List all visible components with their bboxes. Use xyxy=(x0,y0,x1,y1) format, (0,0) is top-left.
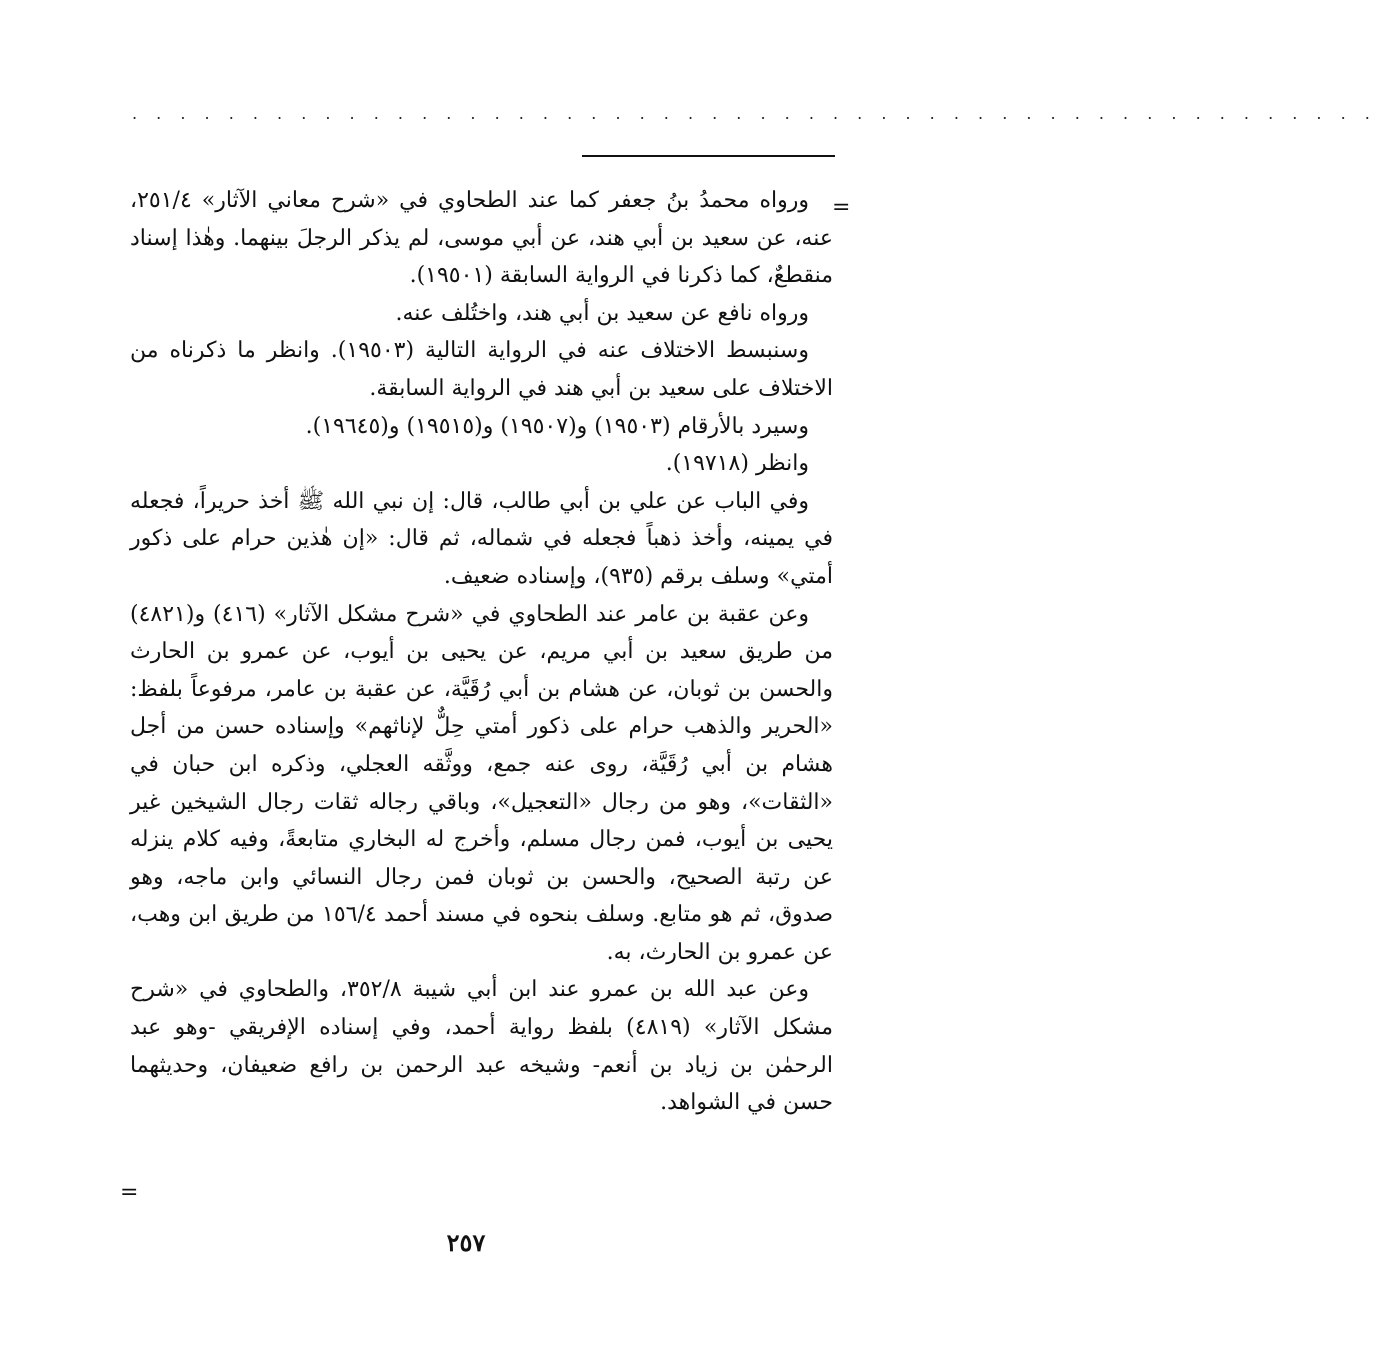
dotted-separator: . . . . . . . . . . . . . . . . . . . . . . . . . . . . . . . . . . . . . . . . . . . . . . . . . . . . xyxy=(132,104,1377,123)
footnote-rule xyxy=(582,155,835,157)
footnote-paragraph-8: وعن عبد الله بن عمرو عند ابن أبي شيبة ٣٥٢/٨، والطحاوي في «شرح مشكل الآثار» (٤٨١٩) بلفظ رواية أحمد، وفي إسناده الإفريقي -وهو عبد الرحمٰن بن زياد بن أنعم- وشيخه عبد الرحمن بن رافع ضعيفان، وحديثهما حسن في الشواهد. xyxy=(130,977,834,1116)
footnote-block xyxy=(130,182,833,1122)
footnote-paragraph-1: ورواه محمدُ بنُ جعفر كما عند الطحاوي في «شرح معاني الآثار» ٢٥١/٤، عنه، عن سعيد بن أبي هند، عن أبي موسى، لم يذكر الرجلَ بينهما. وهٰذا إسناد منقطعٌ، كما ذكرنا في الرواية السابقة (١٩٥٠١). xyxy=(130,188,833,289)
continuation-mark-bottom: = xyxy=(120,1180,139,1205)
footnote-paragraph-6: وفي الباب عن علي بن أبي طالب، قال: إن نبي الله ﷺ أخذ حريراً، فجعله في يمينه، وأخذ ذهباً فجعله في شماله، ثم قال: «إن هٰذين حرام على ذكور أمتي» وسلف برقم (٩٣٥)، وإسناده ضعيف. xyxy=(130,488,833,589)
footnote-paragraph-5: وانظر (١٩٧١٨). xyxy=(665,451,809,477)
footnote-paragraph-4: وسيرد بالأرقام (١٩٥٠٣) و(١٩٥٠٧) و(١٩٥١٥) و(١٩٦٤٥). xyxy=(305,413,809,439)
page-number: ٢٥٧ xyxy=(446,1228,486,1257)
footnote-paragraph-3: وسنبسط الاختلاف عنه في الرواية التالية (١٩٥٠٣). وانظر ما ذكرناه من الاختلاف على سعيد بن أبي هند في الرواية السابقة. xyxy=(130,338,833,401)
footnote-paragraph-7: وعن عقبة بن عامر عند الطحاوي في «شرح مشكل الآثار» (٤١٦) و(٤٨٢١) من طريق سعيد بن أبي مريم، عن يحيى بن أيوب، عن عمرو بن الحارث والحسن بن ثوبان، عن هشام بن أبي رُقَيَّة، عن عقبة بن عامر، مرفوعاً بلفظ: «الحرير والذهب حرام على ذكور أمتي حِلٌّ لإناثهم» وإسناده حسن من أجل هشام بن أبي رُقَيَّة، روى عنه جمع، ووثَّقه العجلي، وذكره ابن حبان في «الثقات»، وهو من رجال «التعجيل»، وباقي رجاله ثقات رجال الشيخين غير يحيى بن أيوب، فمن رجال مسلم، وأخرج له البخاري متابعةً، وفيه كلام ينزله عن رتبة الصحيح، والحسن بن ثوبان فمن رجال النسائي وابن ماجه، وهو صدوق، ثم هو متابع. وسلف بنحوه في مسند أحمد ١٥٦/٤ من طريق ابن وهب، عن عمرو بن الحارث، به. xyxy=(130,601,833,965)
continuation-mark-top: = xyxy=(832,195,851,220)
footnote-paragraph-2: ورواه نافع عن سعيد بن أبي هند، واختُلف عنه. xyxy=(395,300,809,326)
